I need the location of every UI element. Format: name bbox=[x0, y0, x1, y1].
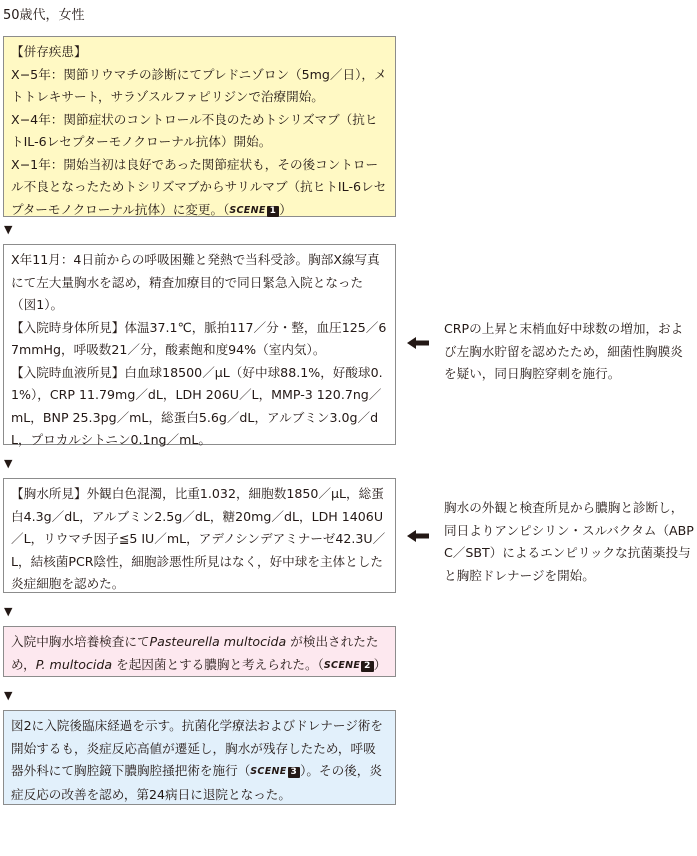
comorbidity-line: X−4年：関節症状のコントロール不良のためトシリズマブ（抗ヒトIL-6レセプターモノクローナル抗体）開始。 bbox=[11, 111, 378, 149]
flow-arrow-down: ▼ bbox=[4, 689, 13, 702]
culture-text: 入院中胸水培養検査にてPasteurella multocida が検出されたため，P. multocida を起因菌とする膿胸と考えられた。（SCENE 2 ） bbox=[11, 631, 388, 677]
clinical-note-1: CRPの上昇と末梢血好中球数の増加，および左胸水貯留を認めたため，細菌性胸膜炎を疑い，同日胸腔穿刺を施行。 bbox=[444, 321, 684, 381]
admission-box bbox=[3, 244, 396, 445]
scene-1-badge bbox=[229, 200, 279, 223]
comorbidity-line: X−5年：関節リウマチの診断にてプレドニゾロン（5mg／日），メトトレキサート，サラゾスルファピリジンで治療開始。 bbox=[11, 66, 387, 104]
left-arrow-icon bbox=[407, 337, 429, 349]
scene-label: SCENE bbox=[229, 204, 266, 216]
organism-name: Pasteurella multocida bbox=[149, 634, 287, 649]
comorbidity-line-text: X−1年：開始当初は良好であった関節症状も，その後コントロール不良となったためトシリズマブからサリルマブ（抗ヒトIL-6レセプターモノクローナル抗体）に変更。 bbox=[11, 156, 387, 217]
pleural-fluid-box bbox=[3, 478, 396, 593]
culture-text-2: が検出されたため， bbox=[11, 634, 379, 672]
admission-history: X年11月：4日前からの呼吸困難と発熱で当科受診。胸部X線写真にて左大量胸水を認め，精査加療目的で同日緊急入院となった（図1）。 bbox=[11, 252, 380, 312]
clinical-course-box bbox=[3, 710, 396, 805]
course-text-2: ）。その後，炎症反応の改善を認め，第24病日に退院となった。 bbox=[11, 763, 382, 802]
culture-text-1: 入院中胸水培養検査にて bbox=[11, 634, 150, 649]
course-text-1: 図2に入院後臨床経過を示す。抗菌化学療法およびドレナージ術を開始するも，炎症反応高値が遷延し，胸水が残存したため，呼吸器外科にて胸腔鏡下膿胸腔掻把術を施行（ bbox=[11, 718, 383, 778]
comorbidity-title: 【併存疾患】 bbox=[11, 44, 87, 59]
clinical-note-2: 胸水の外観と検査所見から膿胸と診断し，同日よりアンピシリン・スルバクタム（ABPC／SBT）によるエンピリックな抗菌薬投与と胸腔ドレナージを開始。 bbox=[444, 500, 694, 583]
scene-number: 1 bbox=[267, 206, 280, 217]
flow-arrow-down: ▼ bbox=[4, 223, 13, 236]
scene-label: SCENE bbox=[250, 766, 287, 777]
culture-box bbox=[3, 626, 396, 677]
physical-findings: 【入院時身体所見】体温37.1℃，脈拍117／分・整，血圧125／67mmHg，呼吸数21／分，酸素飽和度94%（室内気）。 bbox=[11, 319, 387, 357]
scene-label: SCENE bbox=[323, 659, 361, 671]
scene-3-badge bbox=[250, 761, 300, 784]
scene-2-badge bbox=[324, 655, 374, 678]
left-arrow-icon bbox=[407, 530, 429, 542]
flow-arrow-down: ▼ bbox=[4, 605, 13, 618]
scene-number: 2 bbox=[361, 661, 374, 672]
flow-arrow-down: ▼ bbox=[4, 457, 13, 470]
scene-number: 3 bbox=[288, 767, 301, 778]
culture-text-3: を起因菌とする膿胸と考えられた。 bbox=[116, 656, 318, 672]
clinical-course-text bbox=[11, 715, 388, 806]
organism-short-name: P. multocida bbox=[35, 656, 113, 672]
patient-header: 50歳代，女性 bbox=[3, 8, 85, 23]
blood-findings: 【入院時血液所見】白血球18500／μL（好中球88.1%，好酸球0.1%），CRP 11.79mg／dL，LDH 206U／L，MMP-3 120.7ng／mL，BNP 25.3pg／mL，総蛋白5.6g／dL，アルブミン3.0g／dL，プロカルシトニン0.1ng／mL。 bbox=[11, 364, 383, 447]
comorbidity-box bbox=[3, 36, 396, 217]
comorbidity-line: X−1年：開始当初は良好であった関節症状も，その後コントロール不良となったためトシリズマブからサリルマブ（抗ヒトIL-6レセプターモノクローナル抗体）に変更。（SCENE 1 ） bbox=[11, 154, 388, 223]
pleural-findings: 【胸水所見】外観白色混濁，比重1.032，細胞数1850／μL，総蛋白4.3g／dL，アルブミン2.5g／dL，糖20mg／dL，LDH 1406U／L，リウマチ因子≦5 IU／mL，アデノシンデアミナーゼ42.3U／L，結核菌PCR陰性，細胞診悪性所見はなく，好中球を主体とした炎症細胞を認めた。 bbox=[11, 486, 386, 591]
